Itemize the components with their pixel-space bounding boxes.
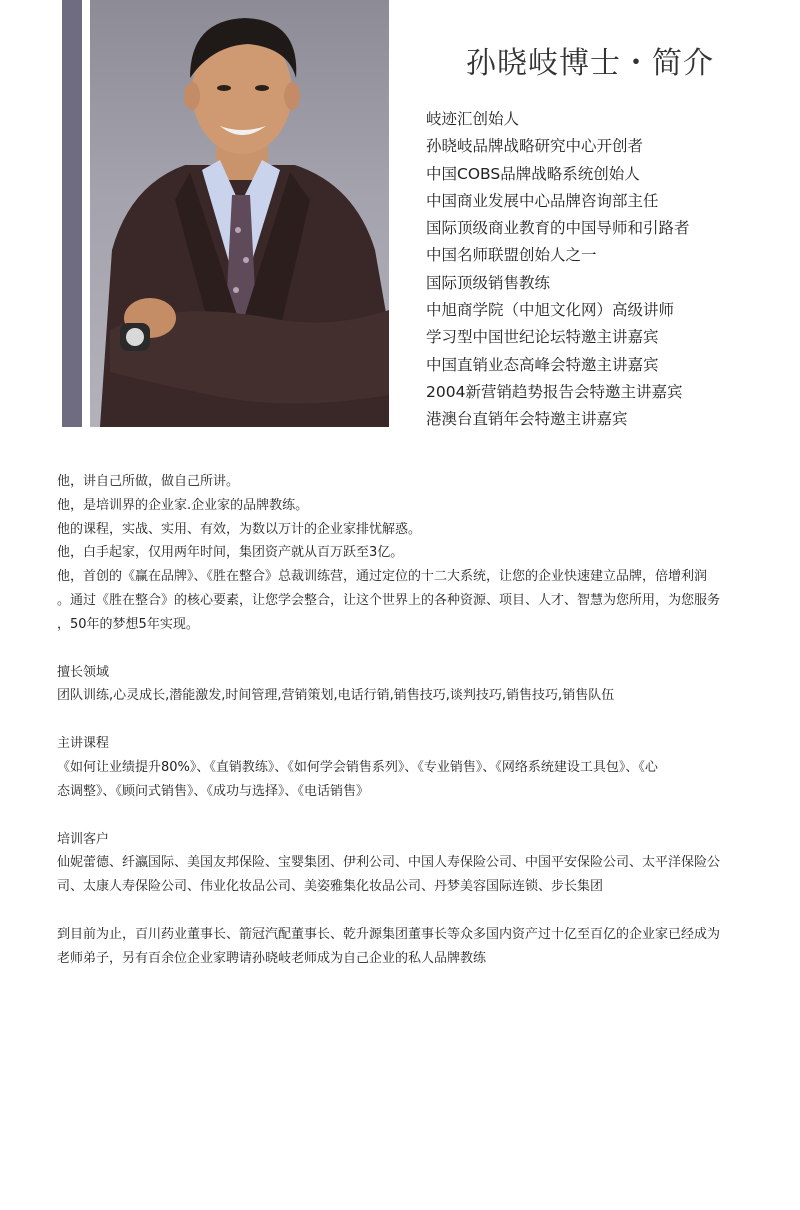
role-item: 中国直销业态高峰会特邀主讲嘉宾: [426, 355, 659, 374]
intro-line: 他，讲自己所做，做自己所讲。: [57, 474, 240, 489]
courses-line: 态调整》、《顾问式销售》、《成功与选择》、《电话销售》: [57, 783, 370, 799]
role-item: 国际顶级销售教练: [426, 273, 551, 292]
role-item: 国际顶级商业教育的中国导师和引路者: [426, 219, 690, 238]
expertise-text: 团队训练,心灵成长,潜能激发,时间管理,营销策划,电话行销,销售技巧,谈判技巧,销售技巧,销售队伍: [57, 688, 615, 704]
expertise-heading: 擅长领域: [57, 664, 110, 680]
portrait-photo: [90, 0, 389, 427]
role-item: 港澳台直销年会特邀主讲嘉宾: [426, 410, 628, 429]
roles-list: [426, 106, 690, 434]
clients-line: 仙妮蕾德、纤瀛国际、美国友邦保险、宝婴集团、伊利公司、中国人寿保险公司、中国平安保险公司、太平洋保险公: [57, 855, 721, 871]
role-item: 孙晓岐品牌战略研究中心开创者: [426, 137, 644, 156]
intro-line: 他，白手起家，仅用两年时间，集团资产就从百万跃至3亿。: [57, 545, 404, 561]
role-item: 2004新营销趋势报告会特邀主讲嘉宾: [426, 382, 683, 401]
role-item: 岐迹汇创始人: [426, 110, 520, 128]
intro-line: 他，是培训界的企业家.企业家的品牌教练。: [57, 497, 309, 513]
intro-line: 他的课程，实战、实用、有效，为数以万计的企业家排忧解惑。: [57, 521, 422, 537]
role-item: 学习型中国世纪论坛特邀主讲嘉宾: [426, 328, 659, 347]
section-spacer: [57, 708, 757, 732]
portrait-illustration: [90, 0, 389, 427]
section-spacer: [57, 804, 757, 828]
role-item: 中旭商学院（中旭文化网）高级讲师: [426, 301, 675, 320]
courses-line: 《如何让业绩提升80%》、《直销教练》、《如何学会销售系列》、《专业销售》、《网络系统建设工具包》、《心: [57, 759, 658, 775]
accent-bar: [62, 0, 82, 427]
courses-heading: 主讲课程: [57, 736, 110, 752]
section-spacer: [57, 899, 757, 923]
section-spacer: [57, 637, 757, 661]
role-item: 中国COBS品牌战略系统创始人: [426, 164, 640, 183]
biography: [57, 470, 757, 971]
intro-line: 。通过《胜在整合》的核心要素，让您学会整合，让这个世界上的各种资源、项目、人才、智慧为您所用，为您服务: [57, 592, 721, 608]
closing-line: 到目前为止，百川药业董事长、箭冠汽配董事长、乾升源集团董事长等众多国内资产过十亿至百亿的企业家已经成为: [57, 926, 721, 942]
clients-heading: 培训客户: [57, 831, 110, 847]
clients-line: 司、太康人寿保险公司、伟业化妆品公司、美姿雅集化妆品公司、丹梦美容国际连锁、步长集团: [57, 879, 604, 895]
role-item: 中国商业发展中心品牌咨询部主任: [426, 191, 659, 210]
intro-line: 他，首创的《赢在品牌》、《胜在整合》总裁训练营，通过定位的十二大系统，让您的企业快速建立品牌，倍增利润: [57, 569, 708, 585]
profile-title: 孙晓岐博士・简介: [466, 46, 714, 81]
intro-line: ，50年的梦想5年实现。: [57, 616, 199, 632]
role-item: 中国名师联盟创始人之一: [426, 246, 597, 265]
closing-line: 老师弟子，另有百余位企业家聘请孙晓岐老师成为自己企业的私人品牌教练: [57, 950, 487, 966]
